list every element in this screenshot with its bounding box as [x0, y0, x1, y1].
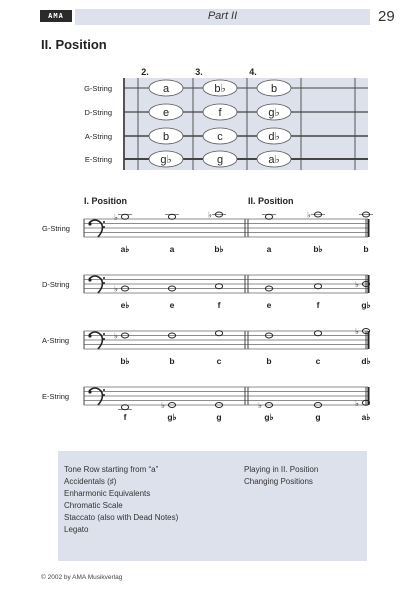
- staff-string-label: D-String: [42, 280, 70, 289]
- page-number: 29: [378, 8, 395, 25]
- note-name: b♭: [214, 83, 226, 95]
- note-label: a: [169, 244, 175, 254]
- bass-clef: [89, 332, 102, 349]
- fretboard-diagram: [84, 67, 368, 170]
- note-label: a♭: [361, 412, 371, 422]
- note-label: g: [216, 412, 222, 422]
- bass-clef-dot: [103, 394, 105, 396]
- bass-clef: [89, 220, 102, 237]
- note-label: g♭: [361, 300, 371, 310]
- topic-item: Changing Positions: [244, 477, 313, 486]
- whole-note: [215, 284, 222, 289]
- topic-item: Tone Row starting from “a”: [64, 465, 159, 474]
- topic-item: Legato: [64, 525, 89, 534]
- bass-clef-dot: [103, 389, 105, 391]
- topic-item: Chromatic Scale: [64, 501, 123, 510]
- topic-item: Playing in II. Position: [244, 465, 319, 474]
- bass-clef-dot: [88, 278, 91, 281]
- section-title-i: I. Position: [84, 196, 128, 206]
- note-label: a: [266, 244, 272, 254]
- staff-string-label: E-String: [42, 392, 70, 401]
- note-name: g♭: [160, 154, 172, 166]
- topic-item: Staccato (also with Dead Notes): [64, 513, 179, 522]
- flat-sign: ♭: [307, 210, 311, 220]
- page-title: II. Position: [41, 37, 107, 52]
- copyright: © 2002 by AMA Musikverlag: [41, 574, 123, 581]
- bass-clef-dot: [88, 222, 91, 225]
- bass-clef: [89, 388, 102, 405]
- flat-sign: ♭: [161, 401, 165, 410]
- staff-rows: [42, 196, 373, 422]
- flat-sign: ♭: [355, 398, 359, 408]
- bass-clef-dot: [103, 226, 105, 228]
- bass-clef: [89, 276, 102, 293]
- string-label: G-String: [84, 84, 112, 93]
- note-label: f: [123, 412, 127, 422]
- note-label: g: [315, 412, 321, 422]
- note-label: b: [363, 244, 369, 254]
- note-label: c: [315, 356, 321, 366]
- staff-string-label: A-String: [42, 336, 70, 345]
- note-label: c: [216, 356, 222, 366]
- whole-note: [215, 331, 222, 336]
- section-title-ii: II. Position: [248, 196, 294, 206]
- whole-note: [121, 405, 128, 410]
- flat-sign: ♭: [355, 327, 359, 336]
- topics-box: [58, 451, 367, 561]
- note-label: e: [169, 300, 175, 310]
- flat-sign: ♭: [114, 212, 118, 222]
- whole-note: [121, 214, 128, 219]
- string-label: D-String: [84, 108, 112, 117]
- fret-number: 4.: [249, 67, 257, 77]
- fret-number: 2.: [141, 67, 149, 77]
- bass-clef-dot: [103, 277, 105, 279]
- bass-clef-dot: [88, 390, 91, 393]
- publisher-logo: AMA: [40, 10, 72, 22]
- bass-clef-dot: [103, 282, 105, 284]
- topic-item: Accidentals (♯): [64, 477, 117, 486]
- flat-sign: ♭: [114, 284, 118, 294]
- note-label: d♭: [361, 356, 371, 366]
- note-name: c: [217, 131, 223, 143]
- note-label: b♭: [120, 356, 130, 366]
- whole-note: [168, 214, 175, 219]
- note-name: g♭: [268, 107, 280, 119]
- topics-left: [64, 464, 178, 536]
- fret-number: 3.: [195, 67, 203, 77]
- note-label: g♭: [167, 412, 177, 422]
- note-name: f: [218, 107, 222, 119]
- note-name: g: [216, 154, 224, 166]
- string-label: A-String: [84, 132, 112, 141]
- note-name: a: [162, 83, 170, 95]
- note-label: f: [316, 300, 320, 310]
- whole-note: [265, 214, 272, 219]
- note-label: a♭: [120, 244, 130, 254]
- whole-note: [314, 284, 321, 289]
- note-name: e: [162, 107, 170, 119]
- flat-sign: ♭: [355, 280, 359, 289]
- bass-clef-dot: [103, 221, 105, 223]
- note-name: a♭: [268, 154, 280, 166]
- topics-right: [244, 464, 318, 488]
- topic-item: Enharmonic Equivalents: [64, 489, 151, 498]
- note-label: b♭: [313, 244, 323, 254]
- flat-sign: ♭: [208, 210, 212, 220]
- note-name: b: [162, 131, 170, 143]
- staff-string-label: G-String: [42, 224, 70, 233]
- bass-clef-dot: [88, 334, 91, 337]
- bass-clef-dot: [103, 338, 105, 340]
- note-name: b: [270, 83, 278, 95]
- part-label: Part II: [207, 10, 238, 22]
- note-label: e♭: [120, 300, 130, 310]
- note-label: e: [266, 300, 272, 310]
- note-label: f: [217, 300, 221, 310]
- note-label: b: [169, 356, 175, 366]
- bass-clef-dot: [103, 333, 105, 335]
- note-label: g♭: [264, 412, 274, 422]
- whole-note: [314, 331, 321, 336]
- string-label: E-String: [84, 155, 112, 164]
- flat-sign: ♭: [114, 331, 118, 341]
- note-label: b: [266, 356, 272, 366]
- note-name: d♭: [268, 131, 280, 143]
- flat-sign: ♭: [258, 401, 262, 410]
- note-label: b♭: [214, 244, 224, 254]
